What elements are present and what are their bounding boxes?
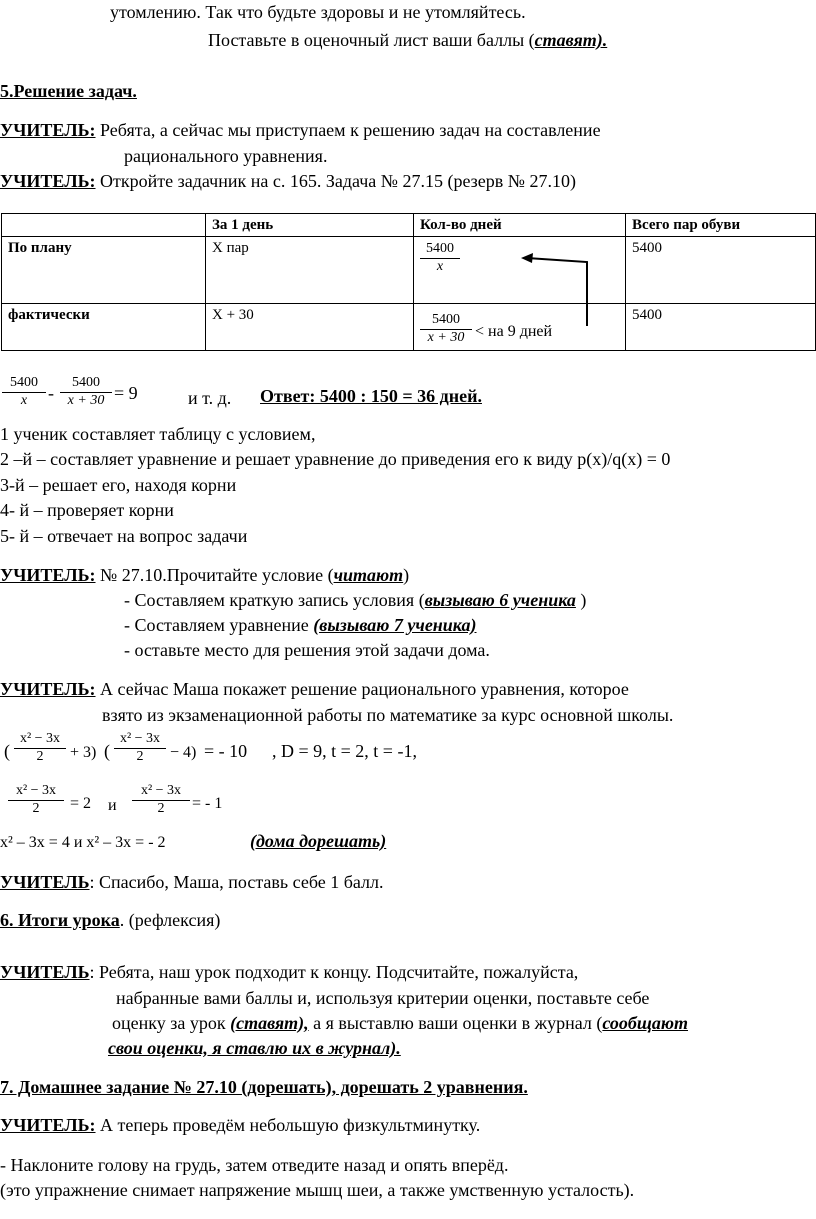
fraction-denominator: х + 30 <box>67 392 105 408</box>
table-header-cell: Кол-во дней <box>414 214 626 237</box>
intro-line-1: утомлению. Так что будьте здоровы и не утомляйтесь. <box>110 2 526 22</box>
eq2-and: и <box>108 797 117 814</box>
task2710-line3-emph: (вызываю 7 ученика) <box>313 615 477 635</box>
task2710-line2-emph: вызываю 6 ученика <box>424 590 576 610</box>
table-fraction-fact <box>420 312 472 347</box>
fraction-numerator: x² − 3х <box>8 783 64 801</box>
table-fraction-plan <box>420 241 460 276</box>
table-cell-plan-per-day: Х пар <box>206 237 414 304</box>
ending-line3-emph2: сообщают <box>602 1013 689 1033</box>
equation-answer: Ответ: 5400 : 150 = 36 дней. <box>260 386 482 406</box>
ending-line3-rest: а я выставлю ваши оценки в журнал ( <box>308 1013 603 1033</box>
physical-line1 <box>0 1115 480 1137</box>
task2710-line1-close: ) <box>403 565 410 585</box>
eq1-open-paren-2: ( <box>104 741 110 761</box>
eq1-open-paren: ( <box>4 741 10 761</box>
table-header-cell <box>2 214 206 237</box>
ending-line3-text: оценку за урок <box>112 1013 231 1033</box>
eq1-fraction-a <box>14 731 66 766</box>
physical-line2: - Наклоните голову на грудь, затем отведите назад и опять вперёд. <box>0 1155 509 1175</box>
eq1-minus4: − 4) <box>170 744 197 761</box>
table-cell-fact-total: 5400 <box>626 304 816 351</box>
section5-p2 <box>0 171 576 193</box>
fraction-numerator: 5400 <box>2 375 46 393</box>
teacher-label: УЧИТЕЛЬ <box>0 872 90 892</box>
thanks-line <box>0 872 384 894</box>
section5-title: 5.Решение задач. <box>0 81 137 101</box>
student-item: 5- й – отвечает на вопрос задачи <box>0 526 248 546</box>
eq1-rhs: = - 10 <box>204 741 248 761</box>
table-header-row <box>2 214 816 237</box>
eq2-rhs: = 2 <box>70 795 92 812</box>
table-header-cell: Всего пар обуви <box>626 214 816 237</box>
fraction-numerator: x² − 3х <box>114 731 166 749</box>
equation-minus: - <box>48 383 54 403</box>
student-item: 4- й – проверяет корни <box>0 500 174 520</box>
intro-line-2-text: Поставьте в оценочный лист ваши баллы ( <box>208 30 535 50</box>
equation-equals: = 9 <box>114 383 138 403</box>
student-item: 3-й – решает его, находя корни <box>0 475 237 495</box>
eq1-plus3: + 3) <box>70 744 97 761</box>
student-item: 1 ученик составляет таблицу с условием, <box>0 424 316 444</box>
equation-fraction-2 <box>60 375 112 410</box>
table-cell-fact-per-day: Х + 30 <box>206 304 414 351</box>
teacher-label: УЧИТЕЛЬ: <box>0 120 96 140</box>
teacher-label: УЧИТЕЛЬ: <box>0 679 96 699</box>
section7-title: 7. Домашнее задание № 27.10 (дорешать), дорешать 2 уравнения. <box>0 1077 528 1097</box>
task2710-line2 <box>124 590 586 612</box>
teacher-label: УЧИТЕЛЬ: <box>0 1115 96 1135</box>
masha-line1 <box>0 679 629 701</box>
task2710-line2-text: - Составляем краткую запись условия ( <box>124 590 425 610</box>
physical-line3: (это упражнение снимает напряжение мышц шеи, а также умственную усталость). <box>0 1180 635 1200</box>
fraction-denominator: х + 30 <box>427 329 465 345</box>
student-item: 2 –й – составляет уравнение и решает уравнение до приведения его к виду p(x)/q(x) = 0 <box>0 449 671 469</box>
equation-fraction-1 <box>2 375 46 410</box>
eq1-fraction-b <box>114 731 166 766</box>
ending-line3 <box>112 1013 688 1035</box>
fraction-numerator: 5400 <box>420 241 460 259</box>
eq4-left: x² – 3x = 4 и x² – 3x = - 2 <box>0 834 166 851</box>
section6-title: 6. Итоги урока <box>0 910 120 930</box>
masha-line2: взято из экзаменационной работы по математике за курс основной школы. <box>102 705 674 725</box>
table-cell-fact-label: фактически <box>2 304 206 351</box>
ending-line1 <box>0 962 578 984</box>
section5-p2-text: Откройте задачник на с. 165. Задача № 27.15 (резерв № 27.10) <box>95 171 576 191</box>
task2710-line2-close: ) <box>575 590 587 610</box>
fraction-numerator: x² − 3х <box>132 783 190 801</box>
eq3-fraction <box>132 783 190 818</box>
teacher-label: УЧИТЕЛЬ: <box>0 171 96 191</box>
teacher-label: УЧИТЕЛЬ: <box>0 565 96 585</box>
fraction-denominator: 2 <box>157 800 165 816</box>
fraction-denominator: х <box>20 392 28 408</box>
table-header-cell: За 1 день <box>206 214 414 237</box>
fraction-denominator: 2 <box>36 748 44 764</box>
fraction-denominator: 2 <box>136 748 144 764</box>
section5-p1-text: Ребята, а сейчас мы приступаем к решению задач на составление <box>95 120 601 140</box>
section5-p1 <box>0 120 601 142</box>
eq2-fraction <box>8 783 64 818</box>
table-cell-plan-label: По плану <box>2 237 206 304</box>
section6-subtitle: . (рефлексия) <box>119 910 221 930</box>
task2710-line1-text: № 27.10.Прочитайте условие ( <box>95 565 334 585</box>
ending-line4: свои оценки, я ставлю их в журнал). <box>108 1038 401 1058</box>
task2710-line1-emph: читают <box>333 565 404 585</box>
table-annotation: < на 9 дней <box>475 323 553 340</box>
teacher-label: УЧИТЕЛЬ <box>0 962 90 982</box>
eq1-params: , D = 9, t = 2, t = -1, <box>272 741 417 761</box>
task2710-line1 <box>0 565 409 587</box>
table-row <box>2 304 816 351</box>
ending-line1-text: : Ребята, наш урок подходит к концу. Подсчитайте, пожалуйста, <box>89 962 579 982</box>
masha-line1-text: А сейчас Маша покажет решение рационального уравнения, которое <box>95 679 629 699</box>
task2710-line4: - оставьте место для решения этой задачи дома. <box>124 640 490 660</box>
table-cell-plan-total: 5400 <box>626 237 816 304</box>
fraction-numerator: 5400 <box>420 312 472 330</box>
fraction-numerator: x² − 3х <box>14 731 66 749</box>
physical-line1-text: А теперь проведём небольшую физкультминутку. <box>95 1115 481 1135</box>
ending-line2: набранные вами баллы и, используя критерии оценки, поставьте себе <box>116 988 650 1008</box>
task2710-line3 <box>124 615 476 637</box>
table-row <box>2 237 816 304</box>
fraction-numerator: 5400 <box>60 375 112 393</box>
equation-etc: и т. д. <box>188 388 232 408</box>
task2710-line3-text: - Составляем уравнение <box>124 615 314 635</box>
section5-p1-line2: рационального уравнения. <box>124 146 328 166</box>
ending-line3-emph: (ставят), <box>230 1013 309 1033</box>
thanks-text: : Спасибо, Маша, поставь себе 1 балл. <box>89 872 384 892</box>
section6 <box>0 910 220 932</box>
intro-line-2-emph: ставят). <box>534 30 608 50</box>
intro-line-2 <box>208 30 607 52</box>
fraction-denominator: х <box>436 258 444 274</box>
eq4-note: (дома дорешать) <box>250 831 387 851</box>
arrow-icon <box>515 250 595 330</box>
eq3-rhs: = - 1 <box>192 795 223 812</box>
fraction-denominator: 2 <box>32 800 40 816</box>
task-table <box>1 213 816 351</box>
